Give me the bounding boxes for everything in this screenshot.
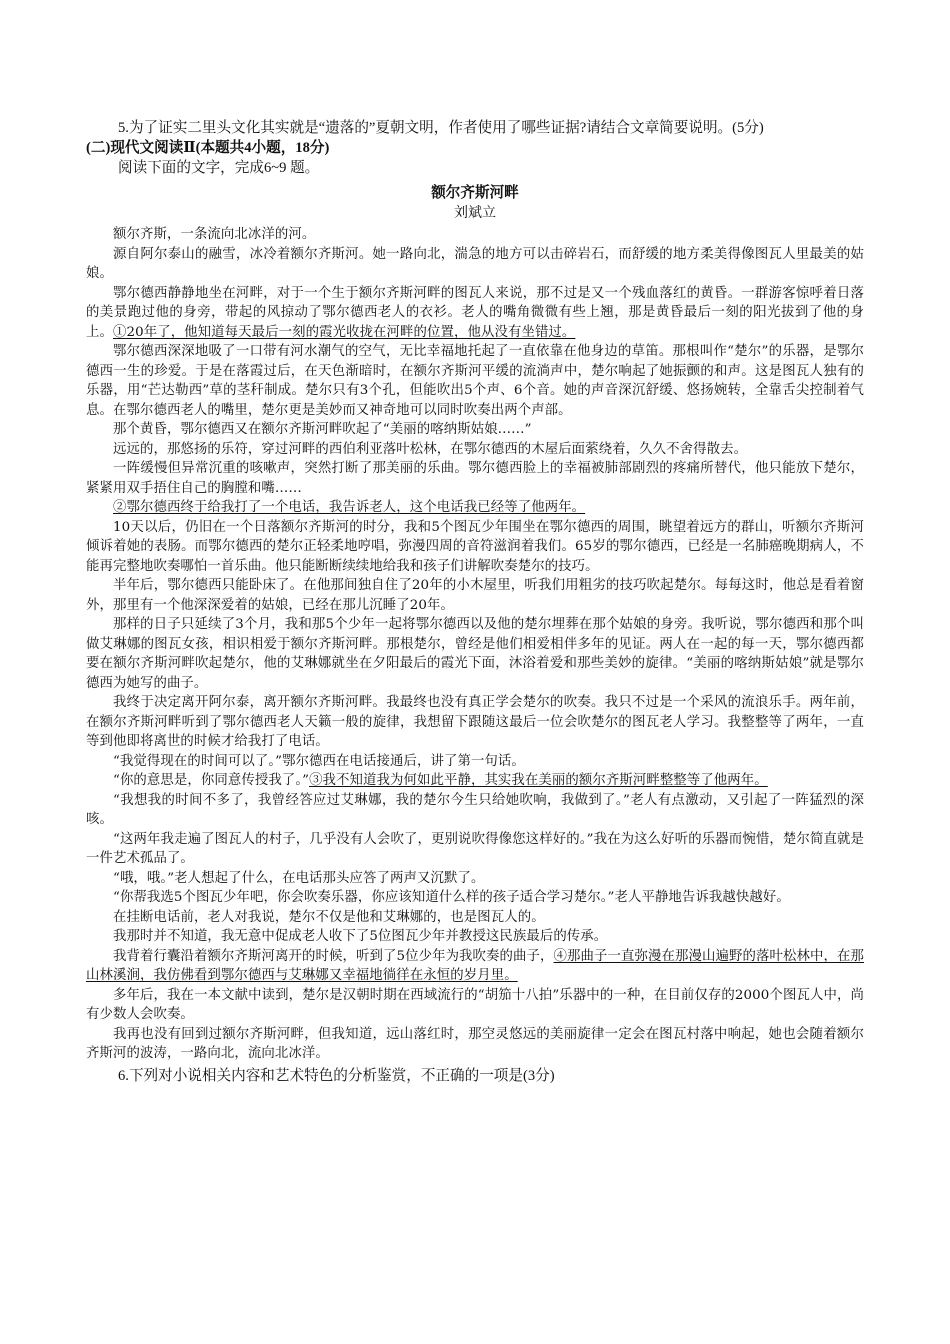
article-paragraph bbox=[86, 869, 864, 889]
paragraph-text: 10天以后，仍旧在一个日落额尔齐斯河的时分，我和5个图瓦少年围坐在鄂尔德西的周围，眺望着远方的群山，听额尔齐斯河倾诉着她的表肠。而鄂尔德西的楚尔正轻柔地哼唱，弥漫四周的音符滋润着我们。65岁的鄂尔德西，已经是一名肺癌晚期病人，不能再完整地吹奏哪怕一首乐曲。他只能断断续续地给我和孩子们讲解吹奏楚尔的技巧。 bbox=[86, 519, 864, 574]
article-paragraph bbox=[86, 947, 864, 986]
paragraph-text: 多年后，我在一本文献中读到，楚尔是汉朝时期在西域流行的“胡笳十八拍”乐器中的一种，在目前仅存的2000个图瓦人中，尚有少数人会吹奏。 bbox=[86, 987, 864, 1022]
paragraph-text: 那样的日子只延续了3个月，我和那5个少年一起将鄂尔德西以及他的楚尔埋葬在那个姑娘的身旁。我听说，鄂尔德西和那个叫做艾琳娜的图瓦女孩，相识相爱于额尔齐斯河畔。那根楚尔，曾经是他们相爱相伴多年的见证。两人在一起的每一天，鄂尔德西都要在额尔齐斯河畔吹起楚尔，他的艾琳娜就坐在夕阳最后的霞光下面，沐浴着爱和那些美妙的旋律。“美丽的喀纳斯姑娘”就是鄂尔德西为她写的曲子。 bbox=[86, 617, 864, 691]
article-paragraph bbox=[86, 459, 864, 498]
article-paragraph bbox=[86, 927, 864, 947]
article-paragraph bbox=[86, 342, 864, 420]
exam-page bbox=[86, 118, 864, 1086]
article-paragraph bbox=[86, 284, 864, 343]
paragraph-text: “我觉得现在的时间可以了。”鄂尔德西在电话接通后，讲了第一句话。 bbox=[113, 753, 525, 769]
underlined-sentence: ④那曲子一直弥漫在那漫山遍野的落叶松林中，在那山林溪涧，我仿佛看到鄂尔德西与艾琳娜又幸福地徜徉在永恒的岁月里。 bbox=[86, 948, 864, 983]
underlined-sentence: ②鄂尔德西终于给我打了一个电话，我告诉老人，这个电话我已经等了他两年。 bbox=[113, 500, 586, 515]
article-author: 刘斌立 bbox=[454, 205, 496, 221]
paragraph-text: “这两年我走遍了图瓦人的村子，几乎没有人会吹了，更别说吹得像您这样好的。”我在为这么好听的乐器而惋惜，楚尔简直就是一件艺术孤品了。 bbox=[86, 831, 864, 866]
article-paragraph bbox=[86, 752, 864, 772]
paragraph-text: “你的意思是，你同意传授我了。” bbox=[113, 773, 310, 788]
article-paragraph bbox=[86, 440, 864, 460]
question-5: 5.为了证实二里头文化其实就是“遗落的”夏朝文明，作者使用了哪些证据?请结合文章简要说明。(5分) bbox=[118, 120, 764, 136]
article-paragraph bbox=[86, 791, 864, 830]
article-paragraph bbox=[86, 420, 864, 440]
paragraph-text: 我那时并不知道，我无意中促成老人收下了5位图瓦少年并教授这民族最后的传承。 bbox=[113, 929, 608, 944]
reading-instruction: 阅读下面的文字，完成6~9 题。 bbox=[118, 160, 320, 176]
article-paragraph bbox=[86, 771, 864, 791]
article-paragraph bbox=[86, 1025, 864, 1064]
article-paragraph bbox=[86, 888, 864, 908]
paragraph-text: 那个黄昏，鄂尔德西又在额尔齐斯河畔吹起了“美丽的喀纳斯姑娘……” bbox=[113, 422, 532, 437]
paragraph-text: 鄂尔德西深深地吸了一口带有河水潮气的空气，无比幸福地托起了一直依靠在他身边的草笛。那根叫作“楚尔”的乐器，是鄂尔德西一生的珍爱。于是在落霞过后，在天色渐暗时，在额尔齐斯河平缓的流淌声中，楚尔响起了她振颤的和声。这是图瓦人独有的乐器，用“芒达勒西”草的茎秆制成。楚尔只有3个孔，但能吹出5个声、6个音。她的声音深沉舒缓、悠扬婉转，全靠舌尖控制着气息。在鄂尔德西老人的嘴里，楚尔更是美妙而又神奇地可以同时吹奏出两个声部。 bbox=[86, 344, 864, 418]
paragraph-text: 我背着行囊沿着额尔齐斯河离开的时候，听到了5位少年为我吹奏的曲子， bbox=[113, 948, 554, 964]
paragraph-text: 远远的，那悠扬的乐符，穿过河畔的西伯利亚落叶松林，在鄂尔德西的木屋后面萦绕着，久久不舍得散去。 bbox=[113, 441, 748, 457]
underlined-sentence: ①20年了，他知道每天最后一刻的霞光收拢在河畔的位置，他从没有坐错过。 bbox=[112, 324, 576, 340]
article-paragraph bbox=[86, 986, 864, 1025]
paragraph-text: 我再也没有回到过额尔齐斯河畔，但我知道，远山落红时，那空灵悠远的美丽旋律一定会在图瓦村落中响起，她也会随着额尔齐斯河的波涛，一路向北，流向北冰洋。 bbox=[86, 1026, 864, 1061]
article-paragraph bbox=[86, 518, 864, 577]
article-paragraph bbox=[86, 245, 864, 284]
article-paragraph bbox=[86, 615, 864, 693]
paragraph-text: 在挂断电话前，老人对我说，楚尔不仅是他和艾琳娜的，也是图瓦人的。 bbox=[113, 909, 545, 925]
paragraph-text: 我终于决定离开阿尔泰，离开额尔齐斯河畔。我最终也没有真正学会楚尔的吹奏。我只不过是一个采风的流浪乐手。两年前，在额尔齐斯河畔听到了鄂尔德西老人天籁一般的旋律，我想留下跟随这最后一位会吹楚尔的图瓦老人学习。我整整等了两年，一直等到他即将离世的时候才给我打了电话。 bbox=[86, 695, 864, 749]
paragraph-text: “哦，哦。”老人想起了什么，在电话那头应答了两声又沉默了。 bbox=[113, 870, 485, 886]
article-paragraph bbox=[86, 225, 864, 245]
article-paragraph bbox=[86, 576, 864, 615]
paragraph-text: 额尔齐斯，一条流向北冰洋的河。 bbox=[113, 227, 316, 242]
underlined-sentence: ③我不知道我为何如此平静，其实我在美丽的额尔齐斯河畔整整等了他两年。 bbox=[309, 773, 768, 788]
section-heading: (二)现代文阅读Ⅱ(本题共4小题，18分) bbox=[86, 140, 330, 156]
article-body bbox=[86, 225, 864, 1064]
paragraph-text: 源自阿尔泰山的融雪，冰冷着额尔齐斯河。她一路向北，湍急的地方可以击碎岩石，而舒缓的地方柔美得像图瓦人里最美的姑娘。 bbox=[86, 246, 864, 281]
paragraph-text: 鄂尔德西静静地坐在河畔，对于一个生于额尔齐斯河畔的图瓦人来说，那不过是又一个残血落红的黄昏。一群游客惊呼着日落的美景跑过他的身旁，带起的风掠动了鄂尔德西老人的衣衫。老人的嘴角微微有些上翘，那是黄昏最后一刻的阳光拔到了他的身上。 bbox=[86, 285, 864, 340]
article-title: 额尔齐斯河畔 bbox=[431, 184, 519, 201]
article-paragraph bbox=[86, 908, 864, 928]
paragraph-text: 半年后，鄂尔德西只能卧床了。在他那间独自住了20年的小木屋里，听我们用粗劣的技巧吹起楚尔。每每这时，他总是看着窗外，那里有一个他深深爱着的姑娘，已经在那儿沉睡了20年。 bbox=[86, 578, 864, 613]
question-6: 6.下列对小说相关内容和艺术特色的分析鉴赏，不正确的一项是(3分) bbox=[118, 1067, 555, 1084]
paragraph-text: 一阵缓慢但异常沉重的咳嗽声，突然打断了那美丽的乐曲。鄂尔德西脸上的幸福被肺部剧烈的疼痛所替代，他只能放下楚尔，紧紧用双手捂住自己的胸膛和嘴…… bbox=[86, 461, 864, 496]
article-paragraph bbox=[86, 693, 864, 752]
article-paragraph bbox=[86, 498, 864, 518]
paragraph-text: “你帮我选5个图瓦少年吧，你会吹奏乐器，你应该知道什么样的孩子适合学习楚尔。”老人平静地告诉我越快越好。 bbox=[113, 890, 790, 905]
paragraph-text: “我想我的时间不多了，我曾经答应过艾琳娜，我的楚尔今生只给她吹响，我做到了。”老人有点激动，又引起了一阵猛烈的深咳。 bbox=[86, 792, 864, 827]
article-paragraph bbox=[86, 830, 864, 869]
